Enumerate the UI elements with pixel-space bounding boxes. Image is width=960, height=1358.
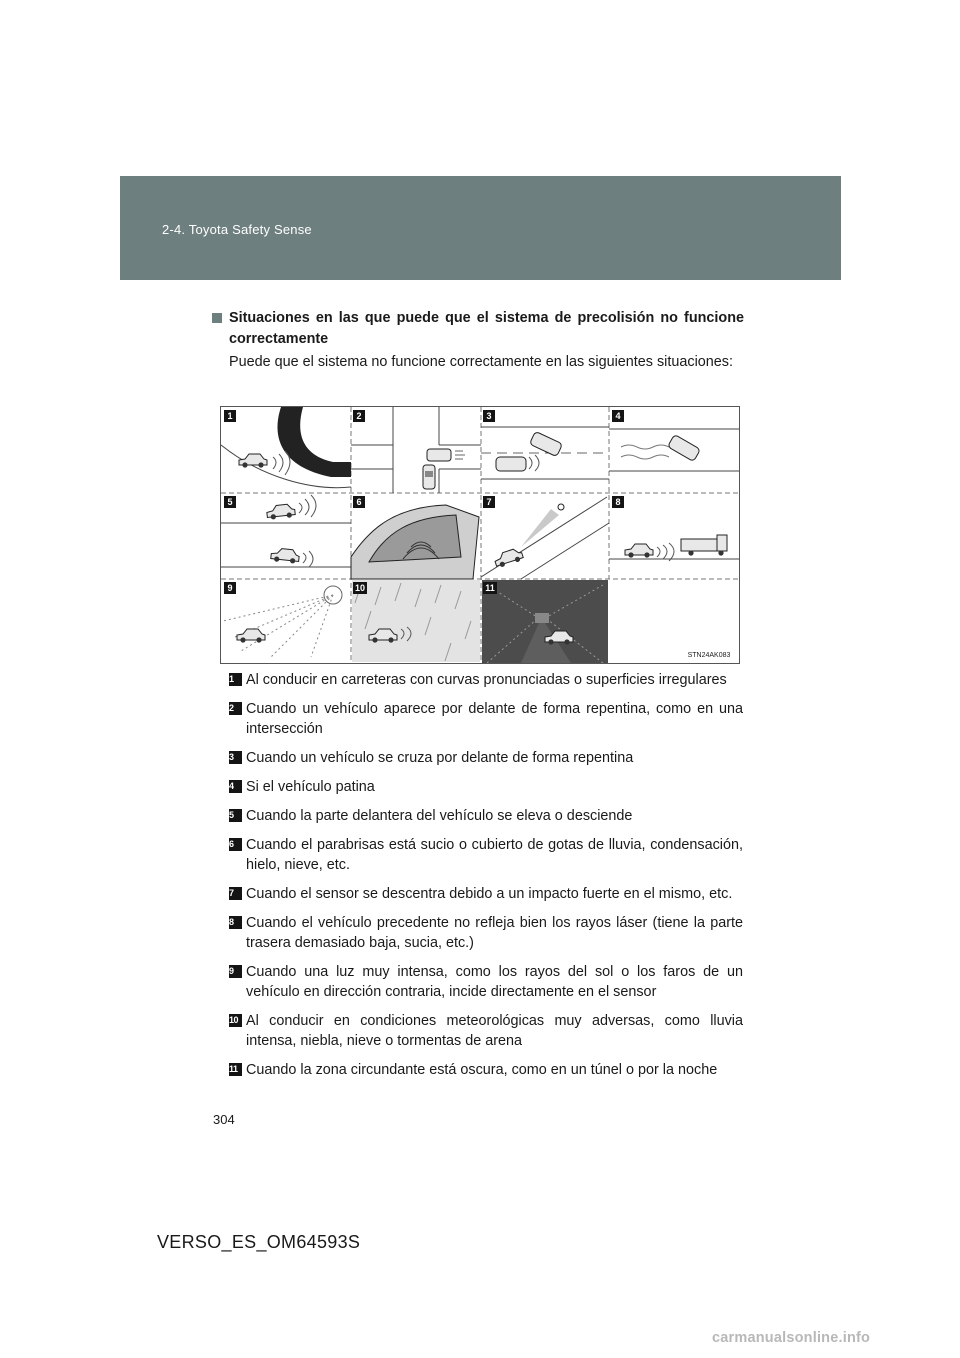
panel-number: 5 xyxy=(227,497,233,507)
list-item xyxy=(229,884,743,904)
panel-number: 11 xyxy=(485,583,495,593)
item-number-badge: 5 xyxy=(229,809,242,822)
list-item xyxy=(229,777,743,797)
panel-8-low-truck xyxy=(609,535,739,561)
list-item xyxy=(229,1060,743,1080)
list-item-text: Al conducir en carreteras con curvas pronunciadas o superficies irregulares xyxy=(246,672,727,688)
item-number-badge: 4 xyxy=(229,780,242,793)
list-item xyxy=(229,748,743,768)
panel-number: 10 xyxy=(354,583,366,593)
section-heading-text: Situaciones en las que puede que el sistema de precolisión no funcione correctamente xyxy=(229,310,744,347)
section-heading xyxy=(212,308,744,350)
list-item xyxy=(229,699,743,739)
list-item-text: Cuando la zona circundante está oscura, como en un túnel o por la noche xyxy=(246,1062,718,1078)
item-number-badge: 2 xyxy=(229,702,242,715)
list-item xyxy=(229,835,743,875)
panel-number: 7 xyxy=(486,497,492,507)
page-number: 304 xyxy=(213,1112,235,1127)
panel-9-bright-light xyxy=(223,586,342,657)
situations-illustration xyxy=(221,407,739,663)
panel-1-sharp-curve xyxy=(221,407,351,488)
panel-3-cut-in xyxy=(481,427,609,479)
list-item xyxy=(229,913,743,953)
panel-7-sensor-impact xyxy=(481,497,609,579)
list-item xyxy=(229,1011,743,1051)
panel-number: 6 xyxy=(356,497,362,507)
item-number-badge: 1 xyxy=(229,673,242,686)
list-item xyxy=(229,806,743,826)
panel-number: 9 xyxy=(227,583,233,593)
list-item-text: Cuando un vehículo se cruza por delante de forma repentina xyxy=(246,750,634,766)
list-item-text: Cuando el sensor se descentra debido a un impacto fuerte en el mismo, etc. xyxy=(246,886,733,902)
item-number-badge: 11 xyxy=(229,1063,242,1076)
list-item-text: Si el vehículo patina xyxy=(246,779,375,795)
panel-11-tunnel xyxy=(482,580,608,663)
item-number-badge: 7 xyxy=(229,887,242,900)
panel-number: 3 xyxy=(486,411,492,421)
document-code: VERSO_ES_OM64593S xyxy=(157,1232,361,1252)
item-number-badge: 10 xyxy=(229,1014,242,1027)
list-item-text: Cuando un vehículo aparece por delante de forma repentina, como en una intersección xyxy=(246,701,743,737)
heading-square-icon xyxy=(212,313,222,323)
panel-number: 1 xyxy=(227,411,233,421)
situation-list xyxy=(229,670,743,1089)
intro-paragraph: Puede que el sistema no funcione correctamente en las siguientes situaciones: xyxy=(229,354,733,370)
panel-5-pitch xyxy=(221,495,351,567)
item-number-badge: 8 xyxy=(229,916,242,929)
item-number-badge: 9 xyxy=(229,965,242,978)
item-number-badge: 6 xyxy=(229,838,242,851)
situations-figure xyxy=(220,406,740,664)
panel-number: 4 xyxy=(615,411,621,421)
panel-number: 8 xyxy=(615,497,621,507)
list-item xyxy=(229,670,743,690)
watermark: carmanualsonline.info xyxy=(712,1330,871,1346)
list-item-text: Al conducir en condiciones meteorológicas muy adversas, como lluvia intensa, niebla, nieve o tormentas de arena xyxy=(246,1013,743,1049)
figure-code: STN24AK083 xyxy=(687,652,731,659)
list-item-text: Cuando una luz muy intensa, como los rayos del sol o los faros de un vehículo en dirección contraria, incide directamente en el sensor xyxy=(246,964,743,1000)
panel-number: 2 xyxy=(356,411,362,421)
list-item-text: Cuando el vehículo precedente no refleja bien los rayos láser (tiene la parte trasera demasiado baja, sucia, etc.) xyxy=(246,915,743,951)
list-item-text: Cuando la parte delantera del vehículo se eleva o desciende xyxy=(246,808,633,824)
list-item-text: Cuando el parabrisas está sucio o cubierto de gotas de lluvia, condensación, hielo, nieve, etc. xyxy=(246,837,743,873)
panel-2-intersection xyxy=(351,407,481,493)
panel-6-windshield xyxy=(351,505,479,579)
panel-10-bad-weather xyxy=(352,580,480,662)
section-title: 2-4. Toyota Safety Sense xyxy=(162,222,312,237)
panel-4-skid xyxy=(609,429,739,471)
list-item xyxy=(229,962,743,1002)
item-number-badge: 3 xyxy=(229,751,242,764)
